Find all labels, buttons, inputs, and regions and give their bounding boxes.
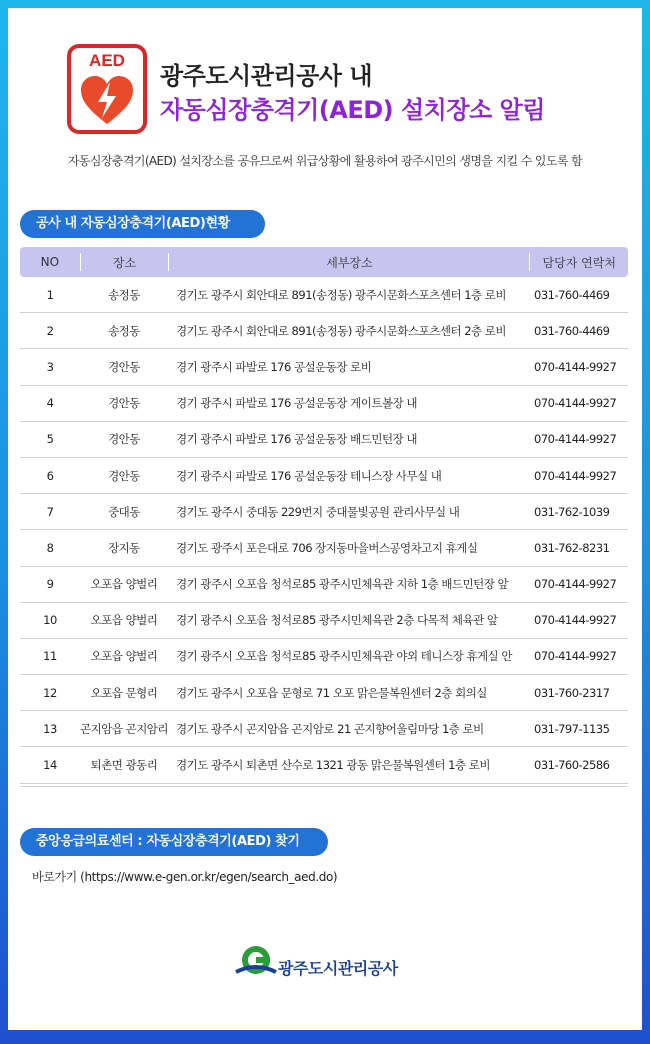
heart-lightning-icon (79, 74, 135, 126)
cell-contact: 070-4144-9927 (534, 577, 617, 592)
aed-logo (67, 44, 147, 134)
cell-place: 경안동 (108, 396, 140, 411)
aed-logo-label: AED (89, 51, 125, 70)
table-row (20, 349, 628, 385)
cell-detail: 경기도 광주시 회안대로 891(송정동) 광주시문화스포츠센터 1층 로비 (176, 287, 507, 302)
cell-no: 1 (46, 287, 54, 302)
egen-link[interactable]: 바로가기 (https://www.e-gen.or.kr/egen/search_aed.do) (32, 870, 338, 884)
table-row (20, 422, 628, 458)
aed-location-table (20, 247, 628, 787)
cell-no: 2 (46, 323, 54, 338)
table-row (20, 747, 628, 783)
cell-no: 12 (43, 685, 57, 700)
cell-detail: 경기도 광주시 퇴촌면 산수로 1321 광동 맑은물복원센터 1층 로비 (176, 758, 490, 773)
cell-detail: 경기 광주시 오포읍 청석로85 광주시민체육관 지하 1층 배드민턴장 앞 (176, 577, 509, 592)
cell-place: 오포읍 문형리 (90, 685, 158, 700)
table-row (20, 386, 628, 422)
cell-detail: 경기도 광주시 중대동 229번지 중대물빛공원 관리사무실 내 (176, 504, 460, 519)
section-title-egen: 중앙응급의료센터 : 자동심장충격기(AED) 찾기 (20, 828, 328, 856)
cell-no: 5 (46, 432, 54, 447)
cell-detail: 경기 광주시 오포읍 청석로85 광주시민체육관 2층 다목적 체육관 앞 (176, 613, 498, 628)
table-row (20, 711, 628, 747)
col-header-detail: 세부장소 (326, 255, 373, 270)
table-row (20, 530, 628, 566)
org-name: 광주도시관리공사 (278, 959, 398, 978)
col-header-contact: 담당자 연락처 (542, 255, 616, 270)
cell-no: 8 (46, 540, 54, 555)
cell-no: 7 (46, 504, 54, 519)
cell-no: 14 (43, 758, 57, 773)
page-title-line1: 광주도시관리공사 내 (160, 62, 373, 90)
col-header-no: NO (40, 255, 60, 269)
cell-detail: 경기도 광주시 곤지암읍 곤지암로 21 곤지향어울림마당 1층 로비 (176, 721, 484, 736)
cell-place: 장지동 (108, 540, 140, 555)
cell-place: 송정동 (108, 287, 140, 302)
cell-place: 곤지암읍 곤지암리 (80, 721, 169, 736)
cell-detail: 경기도 광주시 포은대로 706 장지동마을버스공영차고지 휴게실 (176, 540, 478, 555)
section-title-aed-status: 공사 내 자동심장충격기(AED)현황 (20, 210, 265, 238)
cell-contact: 070-4144-9927 (534, 613, 617, 628)
cell-detail: 경기 광주시 파발로 176 공설운동장 테니스장 사무실 내 (176, 468, 442, 483)
cell-no: 10 (43, 613, 57, 628)
cell-contact: 070-4144-9927 (534, 359, 617, 374)
table-row (20, 313, 628, 349)
cell-contact: 031-760-4469 (534, 287, 610, 302)
cell-place: 경안동 (108, 359, 140, 374)
cell-place: 경안동 (108, 432, 140, 447)
cell-place: 오포읍 양벌리 (90, 649, 158, 664)
cell-detail: 경기도 광주시 회안대로 891(송정동) 광주시문화스포츠센터 2층 로비 (176, 323, 507, 338)
col-header-place: 장소 (112, 255, 137, 270)
cell-contact: 070-4144-9927 (534, 649, 617, 664)
cell-no: 4 (46, 396, 54, 411)
cell-no: 11 (43, 649, 57, 664)
cell-contact: 070-4144-9927 (534, 468, 617, 483)
table-row (20, 567, 628, 603)
cell-detail: 경기 광주시 파발로 176 공설운동장 게이트볼장 내 (176, 396, 417, 411)
table-row (20, 277, 628, 313)
cell-no: 3 (46, 359, 54, 374)
cell-place: 중대동 (108, 504, 140, 519)
cell-place: 오포읍 양벌리 (90, 577, 158, 592)
cell-contact: 031-760-2586 (534, 758, 610, 773)
cell-no: 13 (43, 721, 57, 736)
cell-no: 9 (46, 577, 54, 592)
cell-contact: 070-4144-9927 (534, 432, 617, 447)
table-row (20, 494, 628, 530)
table-row (20, 603, 628, 639)
table-body (20, 277, 628, 784)
cell-contact: 070-4144-9927 (534, 396, 617, 411)
cell-contact: 031-797-1135 (534, 721, 610, 736)
cell-contact: 031-760-4469 (534, 323, 610, 338)
page-subtitle: 자동심장충격기(AED) 설치장소를 공유므로써 위급상황에 활용하여 광주시민의 생명을 지킬 수 있도록 함 (67, 154, 583, 168)
cell-place: 오포읍 양벌리 (90, 613, 158, 628)
table-header (20, 247, 628, 277)
cell-contact: 031-762-8231 (534, 540, 610, 555)
cell-detail: 경기 광주시 파발로 176 공설운동장 배드민턴장 내 (176, 432, 417, 447)
page-title-line2: 자동심장충격기(AED) 설치장소 알림 (160, 96, 545, 124)
table-row (20, 639, 628, 675)
cell-detail: 경기도 광주시 오포읍 문형로 71 오포 맑은물복원센터 2층 회의실 (176, 685, 487, 700)
table-bottom-border (20, 784, 628, 787)
cell-place: 경안동 (108, 468, 140, 483)
cell-detail: 경기 광주시 오포읍 청석로85 광주시민체육관 야외 테니스장 휴게실 안 (176, 649, 512, 664)
cell-contact: 031-760-2317 (534, 685, 610, 700)
table-row (20, 458, 628, 494)
cell-no: 6 (46, 468, 54, 483)
cell-place: 송정동 (108, 323, 140, 338)
cell-place: 퇴촌면 광동리 (90, 758, 158, 773)
cell-detail: 경기 광주시 파발로 176 공설운동장 로비 (176, 359, 372, 374)
cell-contact: 031-762-1039 (534, 504, 610, 519)
table-row (20, 675, 628, 711)
